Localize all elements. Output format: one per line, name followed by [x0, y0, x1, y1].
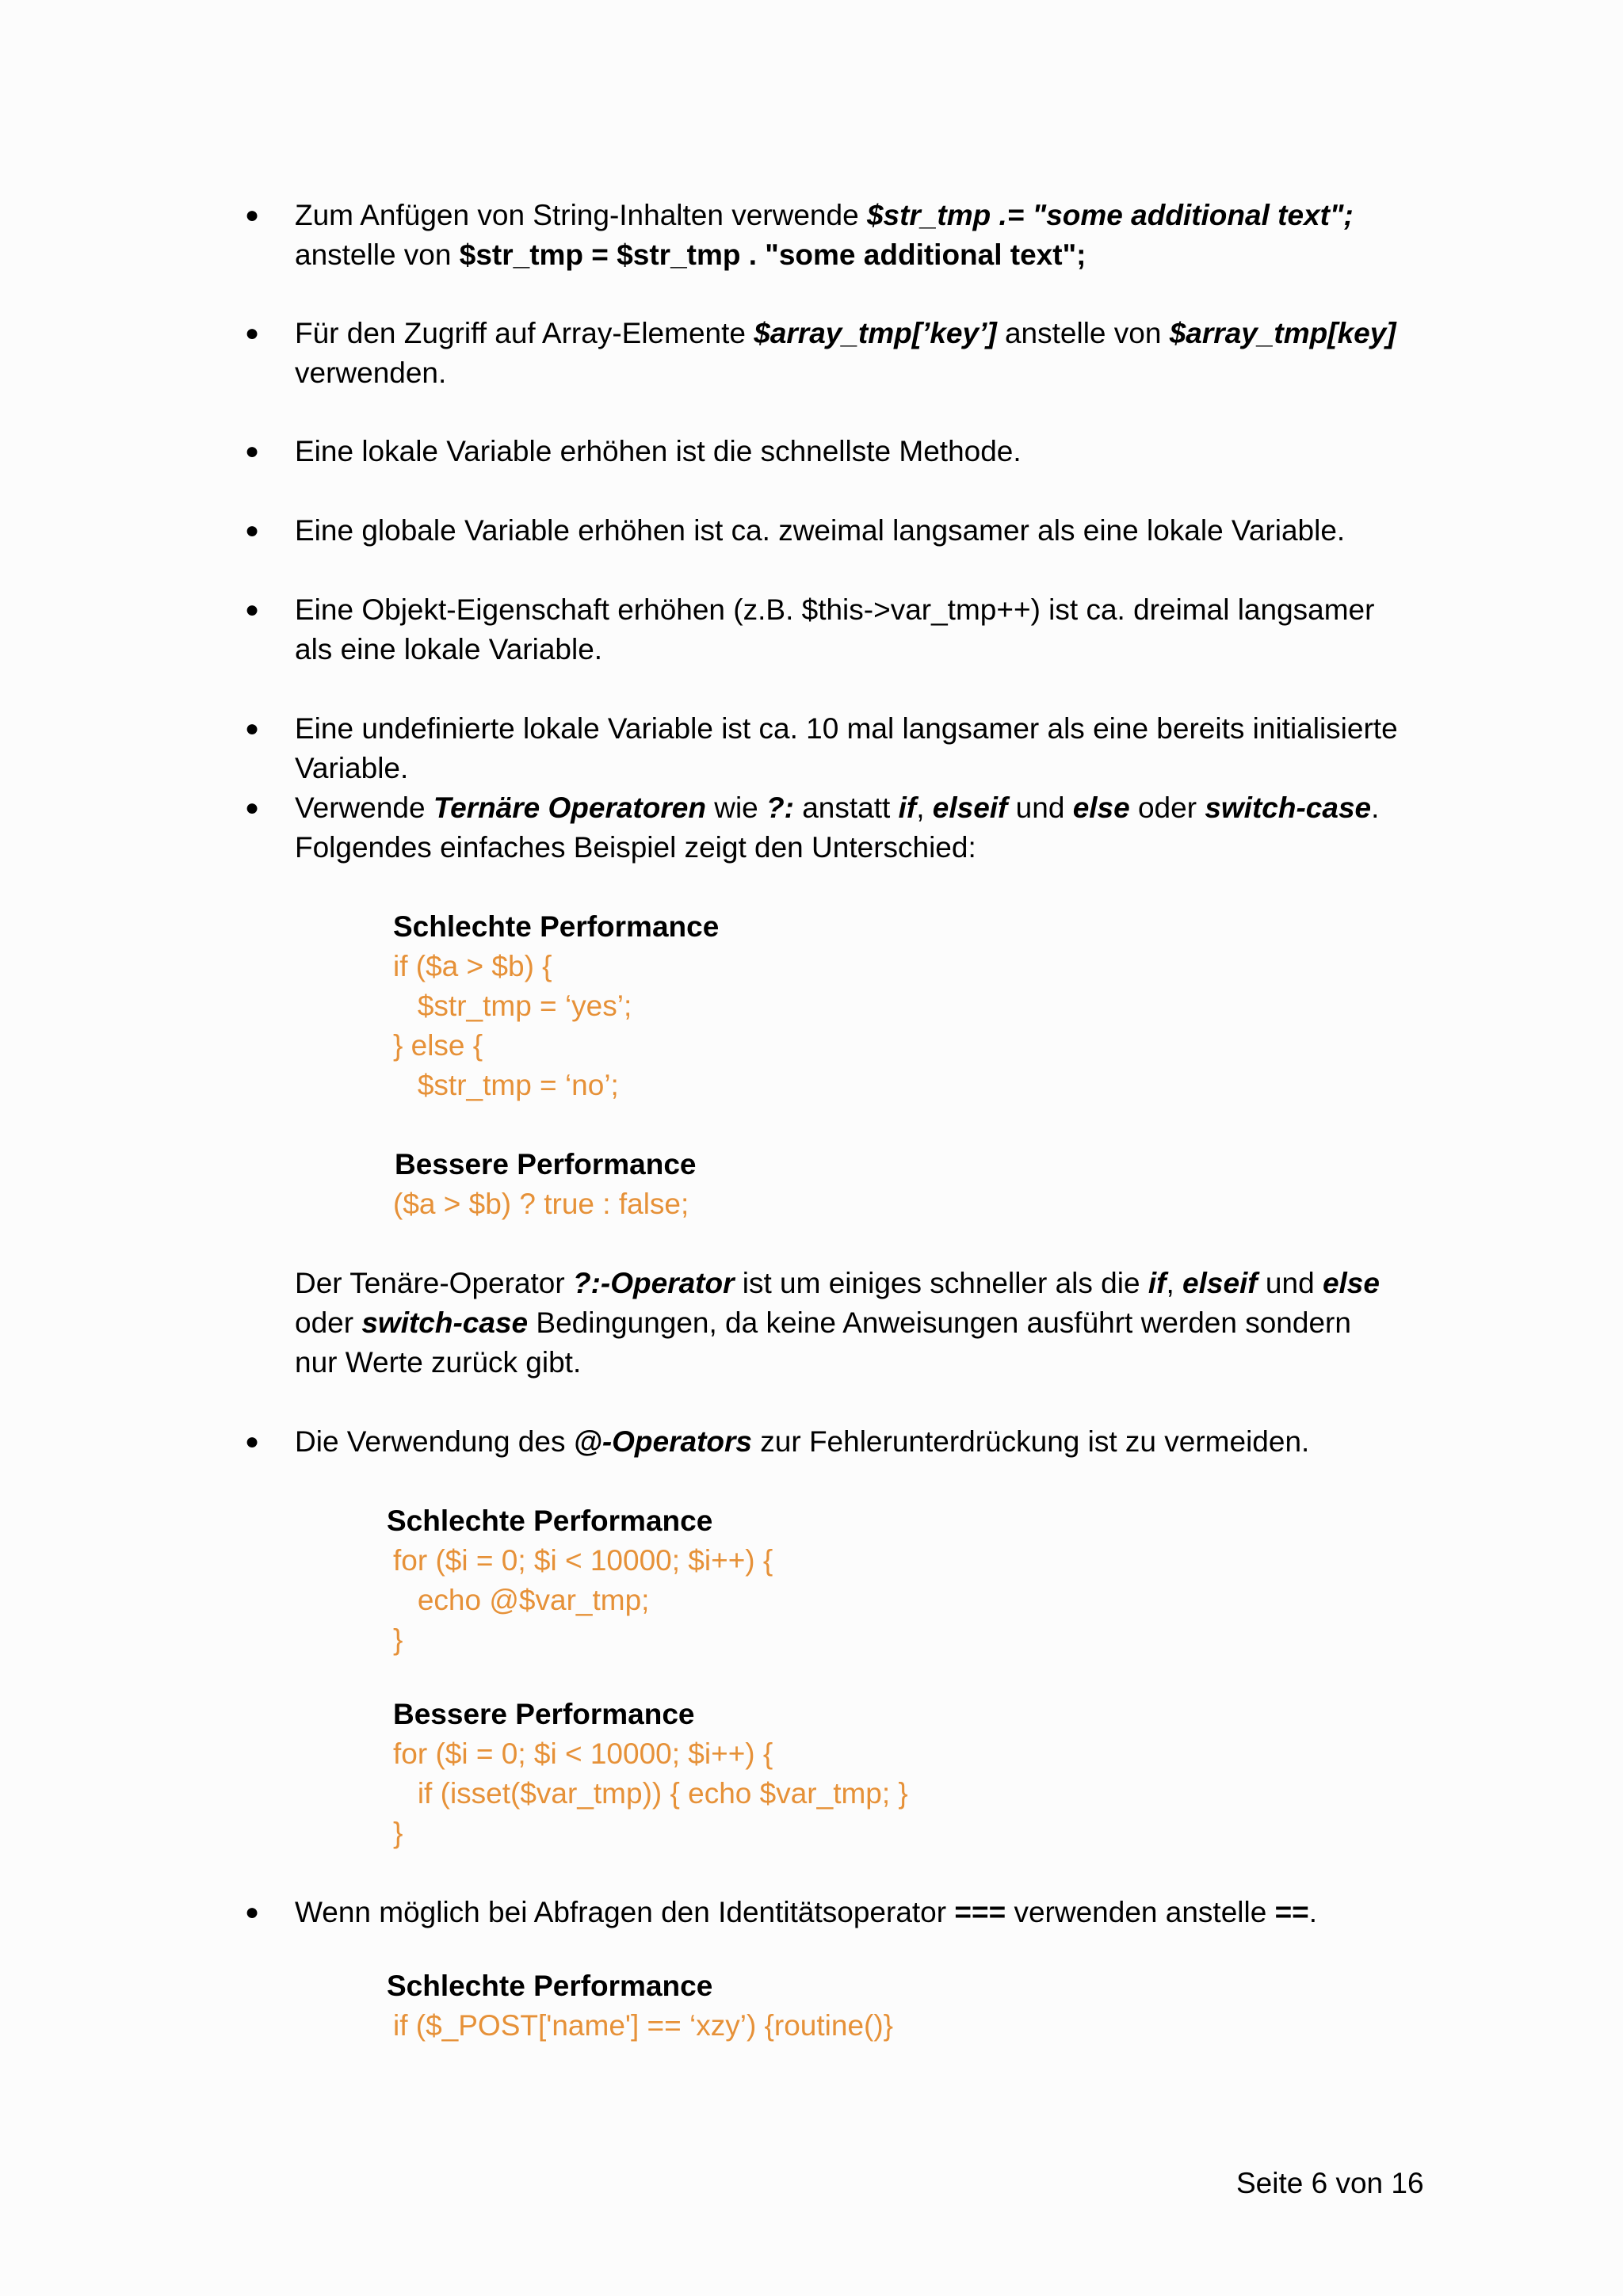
bullet-marker: ●: [245, 597, 260, 623]
text-run: Eine lokale Variable erhöhen ist die schnellste Methode.: [295, 435, 1022, 467]
bullet-ternary: [295, 788, 1379, 868]
bold-run: ==: [1274, 1896, 1309, 1928]
bullet-marker: ●: [245, 1428, 260, 1455]
text-run: Eine globale Variable erhöhen ist ca. zweimal langsamer als eine lokale Variable.: [295, 514, 1346, 547]
at-bad-code: for ($i = 0; $i < 10000; $i++) { echo @$var_tmp; }: [393, 1544, 773, 1656]
emphasis-run: ?:-Operator: [572, 1267, 735, 1299]
text-line: [295, 590, 1374, 630]
text-line: [295, 1264, 1380, 1303]
at-good-heading: Bessere Performance: [393, 1698, 695, 1730]
text-line: [295, 353, 1396, 393]
bullet-undefined-var: [295, 709, 1398, 788]
at-bad-heading: Schlechte Performance: [387, 1505, 713, 1537]
identity-bad-heading: Schlechte Performance: [387, 1970, 713, 2002]
emphasis-run: switch-case: [1205, 791, 1372, 824]
text-line: [295, 1343, 1380, 1383]
text-line: [295, 432, 1022, 471]
ternary-good-code: ($a > $b) ? true : false;: [393, 1188, 689, 1220]
bullet-identity-operator: [295, 1893, 1317, 1932]
text-line: [295, 828, 1379, 868]
bullet-string-append: [295, 196, 1354, 275]
text-run: Für den Zugriff auf Array-Elemente: [295, 317, 754, 349]
emphasis-run: elseif: [1182, 1267, 1258, 1299]
text-run: oder: [295, 1306, 362, 1339]
bullet-at-operator: [295, 1422, 1309, 1462]
emphasis-run: Ternäre Operatoren: [433, 791, 706, 824]
emphasis-run: elseif: [932, 791, 1008, 824]
text-run: nur Werte zurück gibt.: [295, 1346, 582, 1379]
text-run: zur Fehlerunterdrückung ist zu vermeiden.: [751, 1425, 1310, 1458]
text-line: [295, 749, 1398, 788]
text-run: oder: [1129, 791, 1205, 824]
ternary-bad-code: if ($a > $b) { $str_tmp = ‘yes’; } else { $str_tmp = ‘no’;: [393, 950, 632, 1101]
text-run: Eine Objekt-Eigenschaft erhöhen (z.B. $this->var_tmp++) ist ca. dreimal langsamer: [295, 593, 1375, 626]
text-line: [295, 314, 1396, 353]
text-line: [295, 196, 1354, 235]
bullet-object-prop: [295, 590, 1374, 669]
at-good-code: for ($i = 0; $i < 10000; $i++) { if (isset($var_tmp)) { echo $var_tmp; } }: [393, 1737, 908, 1849]
text-line: [295, 630, 1374, 669]
emphasis-run: if: [898, 791, 917, 824]
text-line: [295, 1422, 1309, 1462]
bold-run: ===: [954, 1896, 1006, 1928]
text-run: .: [1308, 1896, 1318, 1928]
text-line: [295, 511, 1345, 551]
text-run: .: [1371, 791, 1380, 824]
ternary-bad-heading: Schlechte Performance: [393, 910, 720, 943]
text-line: [295, 788, 1379, 828]
text-run: Folgendes einfaches Beispiel zeigt den Unterschied:: [295, 831, 976, 864]
text-line: [295, 1303, 1380, 1343]
bullet-marker: ●: [245, 320, 260, 346]
emphasis-run: $array_tmp[key]: [1169, 317, 1396, 349]
text-run: Der Tenäre-Operator: [295, 1267, 573, 1299]
emphasis-run: $str_tmp .= "some additional text";: [866, 199, 1354, 231]
text-run: ist um einiges schneller als die: [734, 1267, 1148, 1299]
text-run: Bedingungen, da keine Anweisungen ausführt werden sondern: [528, 1306, 1351, 1339]
text-run: anstatt: [793, 791, 899, 824]
emphasis-run: else: [1072, 791, 1130, 824]
text-run: Die Verwendung des: [295, 1425, 574, 1458]
emphasis-run: switch-case: [361, 1306, 529, 1339]
bullet-marker: ●: [245, 438, 260, 464]
text-run: verwenden.: [295, 357, 447, 389]
page-number: Seite 6 von 16: [1236, 2167, 1424, 2199]
ternary-explanation: [295, 1264, 1380, 1383]
bullet-marker: ●: [245, 517, 260, 543]
text-run: verwenden anstelle: [1006, 1896, 1275, 1928]
text-run: Wenn möglich bei Abfragen den Identitätsoperator: [295, 1896, 955, 1928]
text-run: ,: [1166, 1267, 1183, 1299]
text-run: Eine undefinierte lokale Variable ist ca. 10 mal langsamer als eine bereits initialisierte: [295, 712, 1398, 745]
emphasis-run: else: [1322, 1267, 1380, 1299]
text-line: [295, 235, 1354, 275]
emphasis-run: ?:: [766, 791, 794, 824]
bold-run: $str_tmp = $str_tmp . "some additional text";: [459, 238, 1086, 271]
text-run: als eine lokale Variable.: [295, 633, 603, 666]
bullet-marker: ●: [245, 795, 260, 821]
identity-bad-code: if ($_POST['name'] == ‘xzy’) {routine()}: [393, 2009, 894, 2042]
text-run: ,: [916, 791, 933, 824]
text-run: wie: [705, 791, 767, 824]
text-line: [295, 709, 1398, 749]
emphasis-run: @-Operators: [573, 1425, 752, 1458]
bullet-global-var: [295, 511, 1345, 551]
bullet-marker: ●: [245, 715, 260, 742]
bullet-local-var: [295, 432, 1022, 471]
text-run: und: [1007, 791, 1073, 824]
text-line: [295, 1893, 1317, 1932]
text-run: Zum Anfügen von String-Inhalten verwende: [295, 199, 867, 231]
text-run: anstelle von: [996, 317, 1170, 349]
text-run: Verwende: [295, 791, 433, 824]
emphasis-run: $array_tmp[’key’]: [754, 317, 997, 349]
text-run: und: [1257, 1267, 1323, 1299]
ternary-good-heading: Bessere Performance: [395, 1148, 697, 1180]
emphasis-run: if: [1148, 1267, 1167, 1299]
bullet-marker: ●: [245, 202, 260, 228]
text-run: anstelle von: [295, 238, 460, 271]
bullet-array-access: [295, 314, 1396, 393]
text-run: Variable.: [295, 752, 409, 784]
bullet-marker: ●: [245, 1899, 260, 1925]
